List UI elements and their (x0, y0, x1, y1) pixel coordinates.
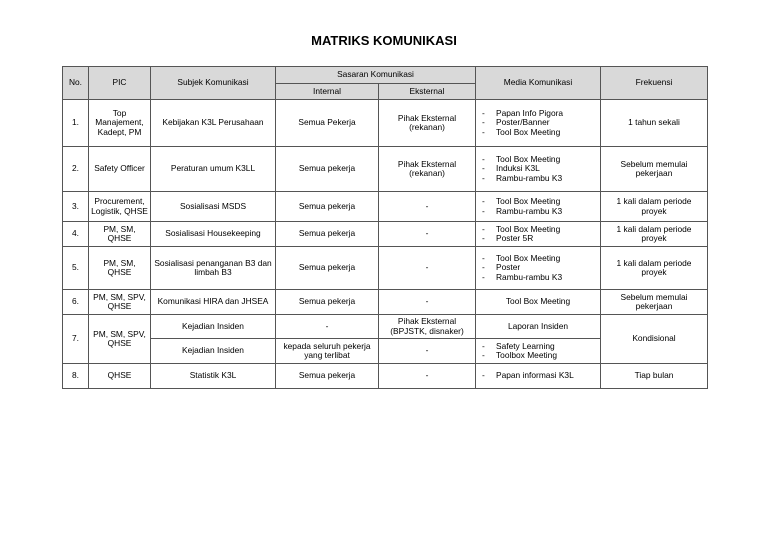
cell-pic: PM, SM, QHSE (89, 222, 151, 247)
cell-subjek: Sosialisasi penanganan B3 dan limbah B3 (151, 247, 276, 290)
cell-internal: Semua pekerja (276, 192, 379, 222)
cell-subjek: Komunikasi HIRA dan JHSEA (151, 290, 276, 315)
cell-internal: Semua pekerja (276, 147, 379, 192)
cell-eksternal: - (379, 247, 476, 290)
cell-no: 6. (63, 290, 89, 315)
cell-internal: Semua pekerja (276, 247, 379, 290)
table-row (63, 290, 708, 315)
cell-internal: Semua pekerja (276, 290, 379, 315)
list-item: - Tool Box Meeting (482, 196, 561, 207)
cell-internal: kepada seluruh pekerja yang terlibat (276, 339, 379, 364)
cell-pic: QHSE (89, 364, 151, 389)
cell-media (476, 339, 601, 364)
table-row (63, 147, 708, 192)
table-row (63, 247, 708, 290)
cell-no: 1. (63, 100, 89, 147)
cell-subjek: Sosialisasi Housekeeping (151, 222, 276, 247)
cell-internal: Semua pekerja (276, 364, 379, 389)
cell-eksternal: - (379, 339, 476, 364)
table-row (63, 222, 708, 247)
cell-frekuensi: 1 kali dalam periode proyek (601, 247, 708, 290)
table-row (63, 100, 708, 147)
cell-subjek: Kejadian Insiden (151, 339, 276, 364)
communication-matrix-table (62, 66, 708, 389)
cell-eksternal: - (379, 364, 476, 389)
cell-subjek: Statistik K3L (151, 364, 276, 389)
cell-no: 3. (63, 192, 89, 222)
header-media: Media Komunikasi (476, 67, 601, 100)
list-item: - Tool Box Meeting (482, 126, 561, 137)
cell-pic: Procurement, Logistik, QHSE (89, 192, 151, 222)
cell-frekuensi: Kondisional (601, 315, 708, 364)
cell-eksternal: Pihak Eksternal (BPJSTK, disnaker) (379, 315, 476, 339)
list-item: - Tool Box Meeting (482, 223, 561, 234)
cell-frekuensi: 1 tahun sekali (601, 100, 708, 147)
cell-no: 8. (63, 364, 89, 389)
header-frekuensi: Frekuensi (601, 67, 708, 100)
header-sasaran: Sasaran Komunikasi (276, 67, 476, 84)
header-no: No. (63, 67, 89, 100)
cell-pic: PM, SM, QHSE (89, 247, 151, 290)
list-item: - Poster (482, 262, 521, 273)
cell-eksternal: - (379, 192, 476, 222)
cell-frekuensi: 1 kali dalam periode proyek (601, 222, 708, 247)
list-item: - Tool Box Meeting (482, 252, 561, 263)
list-item: - Papan informasi K3L (482, 370, 574, 381)
cell-frekuensi: Sebelum memulai pekerjaan (601, 147, 708, 192)
list-item: - Toolbox Meeting (482, 350, 557, 360)
list-item: - Poster 5R (482, 233, 534, 243)
document-title: MATRIKS KOMUNIKASI (311, 33, 457, 48)
cell-media: Tool Box Meeting (476, 290, 601, 315)
cell-frekuensi: Sebelum memulai pekerjaan (601, 290, 708, 315)
list-item: - Papan Info Pigora (482, 107, 564, 118)
cell-media (476, 222, 601, 247)
list-item: - Rambu-rambu K3 (482, 172, 563, 183)
cell-media (476, 192, 601, 222)
header-subjek: Subjek Komunikasi (151, 67, 276, 100)
cell-internal: Semua pekerja (276, 222, 379, 247)
cell-pic: Safety Officer (89, 147, 151, 192)
cell-no: 2. (63, 147, 89, 192)
cell-eksternal: Pihak Eksternal (rekanan) (379, 100, 476, 147)
cell-frekuensi: 1 kali dalam periode proyek (601, 192, 708, 222)
list-item: - Safety Learning (482, 340, 555, 351)
header-pic: PIC (89, 67, 151, 100)
cell-internal: Semua Pekerja (276, 100, 379, 147)
cell-eksternal: - (379, 290, 476, 315)
cell-media: Laporan Insiden (476, 315, 601, 339)
table-row (63, 364, 708, 389)
cell-media (476, 100, 601, 147)
cell-media (476, 247, 601, 290)
cell-pic: PM, SM, SPV, QHSE (89, 315, 151, 364)
cell-internal: - (276, 315, 379, 339)
header-internal: Internal (276, 84, 379, 100)
cell-pic: PM, SM, SPV, QHSE (89, 290, 151, 315)
list-item: - Rambu-rambu K3 (482, 271, 563, 282)
cell-eksternal: Pihak Eksternal (rekanan) (379, 147, 476, 192)
cell-subjek: Kebijakan K3L Perusahaan (151, 100, 276, 147)
header-eksternal: Eksternal (379, 84, 476, 100)
table-row (63, 315, 708, 339)
list-item: - Rambu-rambu K3 (482, 205, 563, 216)
cell-no: 7. (63, 315, 89, 364)
cell-pic: Top Manajement, Kadept, PM (89, 100, 151, 147)
list-item: - Tool Box Meeting (482, 153, 561, 164)
cell-eksternal: - (379, 222, 476, 247)
cell-no: 4. (63, 222, 89, 247)
table-row (63, 192, 708, 222)
cell-no: 5. (63, 247, 89, 290)
cell-subjek: Peraturan umum K3LL (151, 147, 276, 192)
cell-subjek: Kejadian Insiden (151, 315, 276, 339)
cell-frekuensi: Tiap bulan (601, 364, 708, 389)
cell-media (476, 147, 601, 192)
list-item: - Induksi K3L (482, 163, 540, 174)
cell-media (476, 364, 601, 389)
list-item: - Poster/Banner (482, 117, 550, 128)
cell-subjek: Sosialisasi MSDS (151, 192, 276, 222)
